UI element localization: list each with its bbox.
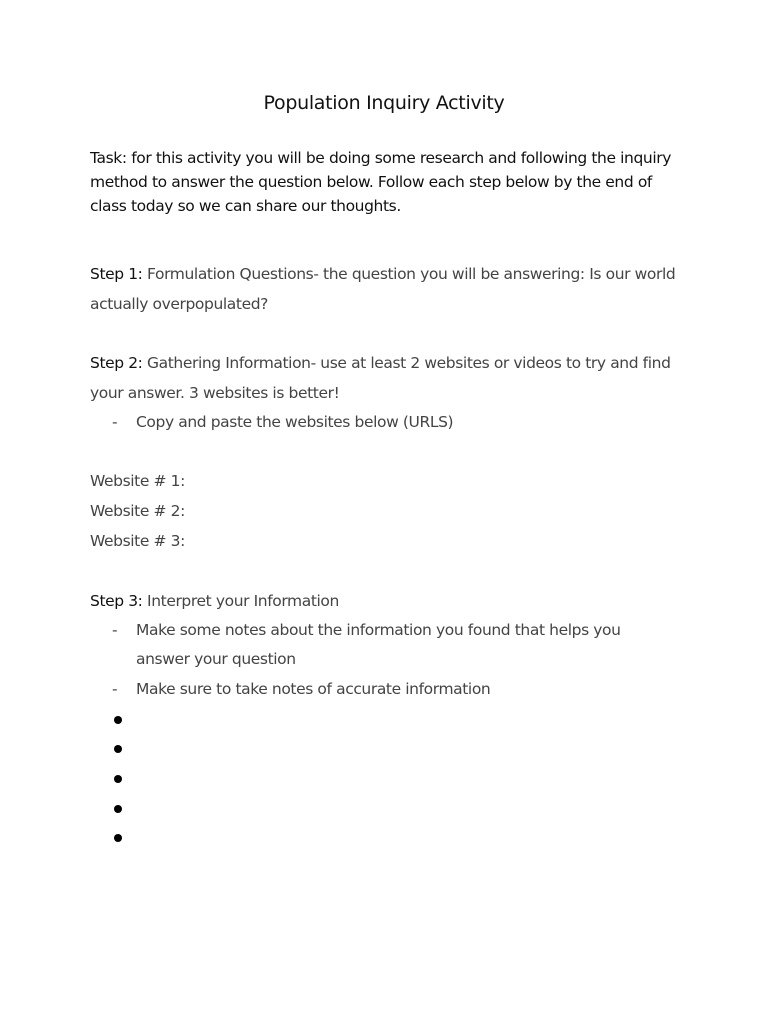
step-2-dash-item: [112, 408, 672, 437]
empty-bullet-point: [114, 716, 122, 724]
empty-bullet-point: [114, 745, 122, 753]
step-2-item-text: Copy and paste the websites below (URLS): [136, 413, 454, 431]
empty-bullet-point: [114, 834, 122, 842]
step-2: [90, 348, 690, 408]
step-3-text: Interpret your Information: [147, 592, 339, 610]
step-1: [90, 259, 690, 319]
dash-marker: -: [112, 413, 118, 431]
step-3: [90, 586, 690, 616]
document-title: Population Inquiry Activity: [263, 92, 505, 114]
empty-bullet-point: [114, 775, 122, 783]
step-3-item-2-text: Make sure to take notes of accurate information: [136, 680, 491, 698]
step-2-text: Gathering Information- use at least 2 websites or videos to try and find your answer. 3 websites is better!: [90, 354, 671, 402]
task-paragraph: Task: for this activity you will be doing some research and following the inquiry method to answer the question below. Follow each step below by the end of class today so we can share our thoughts.: [90, 149, 671, 215]
step-1-label: Step 1:: [90, 265, 143, 283]
step-3-dash-item-1: [112, 616, 672, 674]
step-1-text: Formulation Questions- the question you will be answering: Is our world actually overpopulated?: [90, 265, 676, 313]
dash-marker: -: [112, 680, 118, 698]
dash-marker: -: [112, 621, 118, 639]
step-3-dash-item-2: [112, 675, 672, 704]
step-2-label: Step 2:: [90, 354, 143, 372]
step-3-label: Step 3:: [90, 592, 143, 610]
website-1-label: Website # 1:: [90, 472, 185, 490]
empty-bullet-point: [114, 805, 122, 813]
step-3-item-1-text: Make some notes about the information you found that helps you answer your question: [136, 621, 621, 668]
website-2-label: Website # 2:: [90, 502, 185, 520]
website-3-label: Website # 3:: [90, 532, 185, 550]
